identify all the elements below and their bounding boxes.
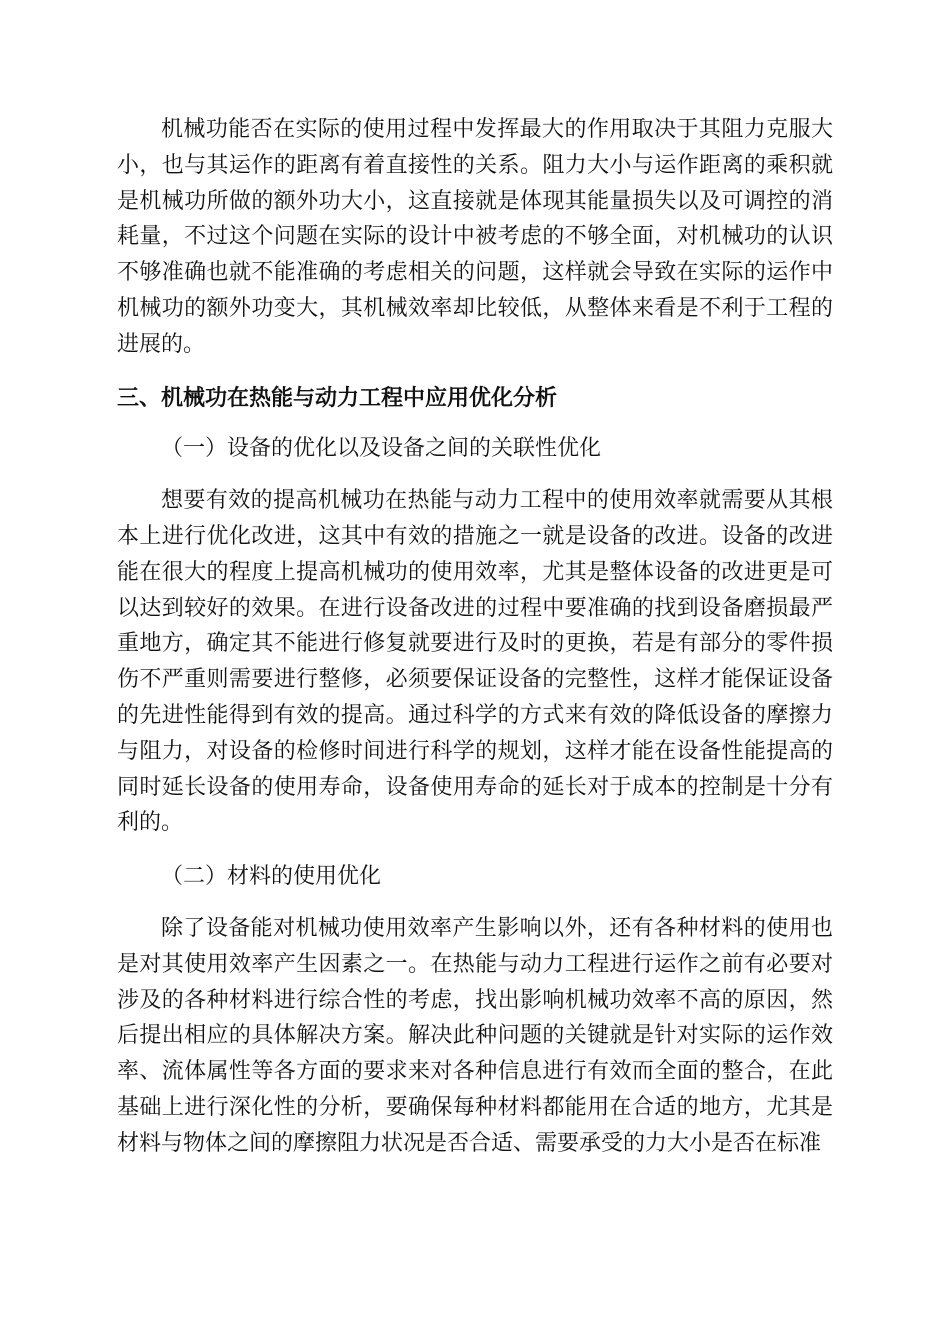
- subsection-heading-equipment: （一）设备的优化以及设备之间的关联性优化: [161, 436, 602, 462]
- document-page: [117, 112, 833, 1162]
- section-heading: 三、机械功在热能与动力工程中应用优化分析: [117, 385, 558, 411]
- subsection-heading-materials: （二）材料的使用优化: [161, 864, 382, 890]
- paragraph-mechanical-work-intro: 机械功能否在实际的使用过程中发挥最大的作用取决于其阻力克服大小，也与其运作的距离有着直接性的关系。阻力大小与运作距离的乘积就是机械功所做的额外功大小，这直接就是体现其能量损失以及可调控的消耗量，不过这个问题在实际的设计中被考虑的不够全面，对机械功的认识不够准确也就不能准确的考虑相关的问题，这样就会导致在实际的运作中机械功的额外功变大，其机械效率却比较低，从整体来看是不利于工程的进展的。: [117, 117, 833, 357]
- paragraph-material-optimization: 除了设备能对机械功使用效率产生影响以外，还有各种材料的使用也是对其使用效率产生因素之一。在热能与动力工程进行运作之前有必要对涉及的各种材料进行综合性的考虑，找出影响机械功效率不高的原因，然后提出相应的具体解决方案。解决此种问题的关键就是针对实际的运作效率、流体属性等各方面的要求来对各种信息进行有效而全面的整合，在此基础上进行深化性的分析，要确保每种材料都能用在合适的地方，尤其是材料与物体之间的摩擦阻力状况是否合适、需要承受的力大小是否在标准: [117, 915, 833, 1156]
- paragraph-equipment-optimization: 想要有效的提高机械功在热能与动力工程中的使用效率就需要从其根本上进行优化改进，这其中有效的措施之一就是设备的改进。设备的改进能在很大的程度上提高机械功的使用效率，尤其是整体设备的改进更是可以达到较好的效果。在进行设备改进的过程中要准确的找到设备磨损最严重地方，确定其不能进行修复就要进行及时的更换，若是有部分的零件损伤不严重则需要进行整修，必须要保证设备的完整性，这样才能保证设备的先进性能得到有效的提高。通过科学的方式来有效的降低设备的摩擦力与阻力，对设备的检修时间进行科学的规划，这样才能在设备性能提高的同时延长设备的使用寿命，设备使用寿命的延长对于成本的控制是十分有利的。: [117, 488, 833, 836]
